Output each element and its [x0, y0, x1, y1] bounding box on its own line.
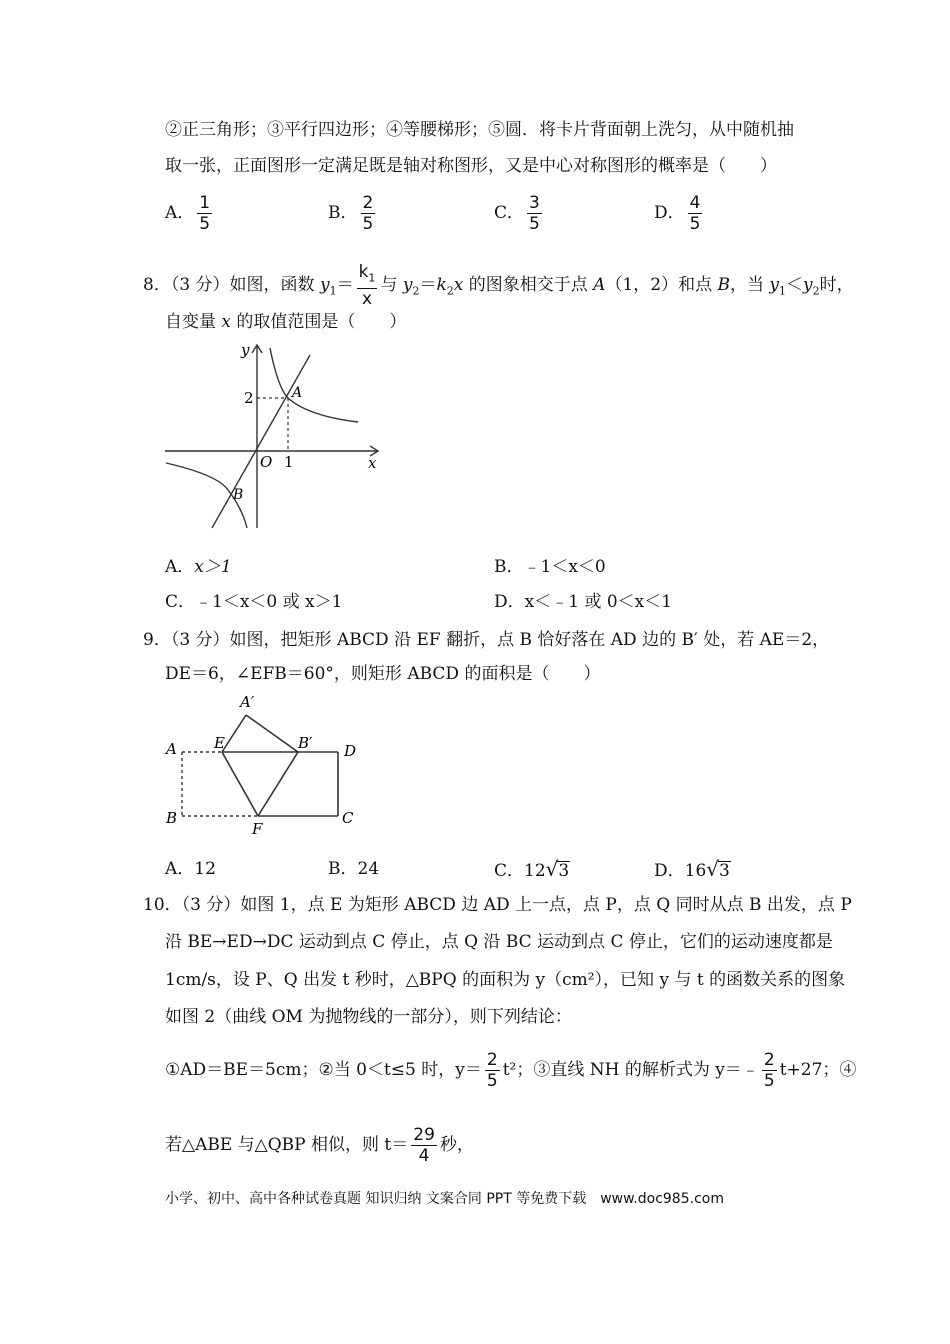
x-tick-label: 1 — [284, 453, 294, 471]
option-letter: C． — [494, 203, 525, 223]
numerator: 3 — [529, 193, 540, 213]
numerator: 2 — [763, 1050, 775, 1070]
q10-line-6 — [165, 1125, 474, 1166]
coefficient: 16 — [684, 861, 707, 881]
numerator: 2 — [486, 1050, 498, 1070]
option-letter: D． — [654, 203, 685, 223]
point-b-label: B — [717, 275, 730, 296]
sub: 2 — [412, 284, 420, 298]
fraction — [762, 1050, 777, 1091]
fraction — [361, 193, 376, 234]
option-letter: A． — [165, 557, 195, 577]
q10-text: t²；③直线 NH 的解析式为 y＝﹣ — [502, 1060, 759, 1080]
q8-text: 的取值范围是（ ） — [231, 312, 407, 332]
q8-text: 自变量 — [165, 312, 222, 332]
q10-text: ①AD＝BE＝5cm；②当 0＜t≤5 时，y＝ — [165, 1060, 482, 1080]
q10-text: 秒， — [439, 1135, 474, 1155]
q8-line-2 — [165, 310, 406, 334]
q9-line-1: 9．（3 分）如图，把矩形 ABCD 沿 EF 翻折，点 B 恰好落在 AD 边的 B′ 处，若 AE＝2， — [143, 630, 830, 650]
x-axis-label: x — [368, 454, 377, 472]
q10-line-2: 沿 BE→ED→DC 运动到点 C 停止，点 Q 沿 BC 运动到点 C 停止，它们的运动速度都是 — [165, 932, 833, 952]
q9-line-2: DE＝6，∠EFB＝60°，则矩形 ABCD 的面积是（ ） — [165, 664, 601, 684]
q7-option-a[interactable] — [165, 193, 215, 234]
q10-text: t+27；④ — [779, 1060, 857, 1080]
point-a-label: A — [292, 385, 303, 401]
fraction-k1-over-x — [357, 262, 378, 309]
sqrt-icon: √ — [706, 857, 720, 881]
label-d: D — [344, 742, 357, 760]
point-b-label: B — [233, 487, 244, 503]
fraction — [197, 193, 212, 234]
equals: ＝ — [336, 275, 354, 296]
q8-option-a[interactable] — [165, 555, 232, 579]
q10-line-3: 1cm/s，设 P、Q 出发 t 秒时，△BPQ 的面积为 y（cm²），已知 y 与 t 的函数关系的图象 — [165, 970, 846, 990]
denominator: 4 — [418, 1146, 430, 1166]
label-b-prime: B′ — [298, 734, 313, 752]
fraction — [527, 193, 542, 234]
q9-option-d[interactable] — [654, 857, 731, 883]
sub: 1 — [329, 284, 337, 298]
option-letter: B． — [494, 557, 524, 577]
option-letter: A． — [165, 203, 195, 223]
numerator: 2 — [362, 193, 374, 213]
segment-ea-prime — [222, 715, 246, 752]
q7-option-b[interactable] — [328, 193, 378, 234]
fraction — [688, 193, 703, 234]
q8-text: ，当 — [729, 275, 770, 296]
numerator: 29 — [413, 1125, 435, 1145]
q8-function-graph — [160, 340, 390, 535]
option-text: ﹣1＜x＜0 或 x＞1 — [195, 592, 343, 612]
y-axis-label: y — [241, 341, 250, 359]
q8-text: 时， — [819, 275, 854, 296]
label-e: E — [214, 734, 225, 752]
numerator: 4 — [689, 193, 701, 213]
q7-option-d[interactable] — [654, 193, 705, 234]
label-f: F — [252, 820, 263, 838]
q8-text: 的图象相交于点 — [463, 275, 594, 296]
option-text: 12 — [194, 859, 216, 879]
q8-prefix: 8．（3 分）如图，函数 — [143, 275, 320, 296]
var-y2: y — [803, 275, 813, 296]
numerator — [357, 262, 378, 289]
q8-text: （1，2）和点 — [605, 275, 718, 296]
q9-option-c[interactable] — [494, 857, 570, 883]
sub: 2 — [446, 284, 454, 298]
q9-rectangle-fold-figure — [160, 690, 370, 840]
q9-option-b[interactable] — [328, 857, 379, 881]
denominator: 5 — [529, 214, 540, 234]
var-k2: k — [436, 275, 447, 296]
option-letter: B． — [328, 203, 358, 223]
label-b: B — [166, 809, 178, 827]
line-y2 — [212, 355, 310, 528]
segment-ef — [222, 752, 258, 816]
sub: 2 — [812, 284, 820, 298]
q8-option-b[interactable] — [494, 555, 606, 579]
y-tick-label: 2 — [244, 389, 254, 407]
q8-option-d[interactable] — [494, 590, 672, 614]
fraction — [411, 1125, 437, 1166]
label-a-prime: A′ — [240, 693, 255, 711]
segment-a-prime-b-prime — [246, 715, 298, 752]
var-x: x — [221, 312, 231, 332]
sub: 1 — [368, 271, 376, 285]
equals: ＝ — [419, 275, 437, 296]
numerator: 1 — [199, 193, 211, 213]
q7-line-2: 取一张，正面图形一定满足既是轴对称图形，又是中心对称图形的概率是（ ） — [165, 156, 777, 176]
option-letter: B． — [328, 859, 358, 879]
sqrt-icon: √ — [545, 857, 559, 881]
option-letter: D． — [494, 592, 525, 612]
with: 与 — [380, 275, 403, 296]
fraction — [485, 1050, 500, 1091]
hyperbola-branch-1 — [270, 348, 358, 422]
radicand: 3 — [558, 861, 570, 881]
q8-line-1 — [143, 262, 854, 309]
var-x: x — [453, 275, 464, 296]
label-a: A — [166, 740, 177, 758]
q8-option-c[interactable] — [165, 590, 342, 614]
q10-line-4: 如图 2（曲线 OM 为抛物线的一部分），则下列结论： — [165, 1007, 572, 1027]
denominator: 5 — [763, 1071, 775, 1091]
var-y2: y — [402, 275, 413, 296]
denominator: 5 — [362, 214, 374, 234]
q10-text: 若△ABE 与△QBP 相似，则 t＝ — [165, 1135, 409, 1155]
option-text: ﹣1＜x＜0 — [523, 557, 606, 577]
option-text: x＜﹣1 或 0＜x＜1 — [524, 592, 673, 612]
segment-fb-prime — [258, 752, 298, 816]
var-y1: y — [769, 275, 779, 296]
point-a-label: A — [593, 275, 606, 296]
sub: 1 — [779, 284, 786, 298]
less-than: ＜ — [786, 275, 803, 296]
option-letter: D． — [654, 861, 685, 881]
label-c: C — [342, 809, 354, 827]
origin-label: O — [260, 453, 273, 471]
page-footer: 小学、初中、高中各种试卷真题 知识归纳 文案合同 PPT 等免费下载 www.doc985.com — [165, 1191, 724, 1207]
q10-line-1: 10．（3 分）如图 1，点 E 为矩形 ABCD 边 AD 上一点，点 P，点 Q 同时从点 B 出发，点 P — [143, 895, 852, 915]
denominator: x — [361, 289, 373, 310]
option-text: x＞1 — [194, 557, 232, 577]
coefficient: 12 — [524, 861, 546, 881]
denominator: 5 — [689, 214, 701, 234]
q10-line-5 — [165, 1050, 856, 1091]
denominator: 5 — [486, 1071, 498, 1091]
var-y1: y — [319, 275, 330, 296]
radicand: 3 — [719, 861, 730, 881]
denominator: 5 — [199, 214, 211, 234]
q7-option-c[interactable] — [494, 193, 545, 234]
q9-option-a[interactable] — [165, 857, 216, 881]
option-letter: C． — [494, 861, 525, 881]
option-letter: C． — [165, 592, 196, 612]
q7-line-1: ②正三角形；③平行四边形；④等腰梯形；⑤圆．将卡片背面朝上洗匀，从中随机抽 — [165, 120, 794, 140]
k: k — [358, 262, 369, 282]
option-text: 24 — [357, 859, 380, 879]
option-letter: A． — [165, 859, 195, 879]
